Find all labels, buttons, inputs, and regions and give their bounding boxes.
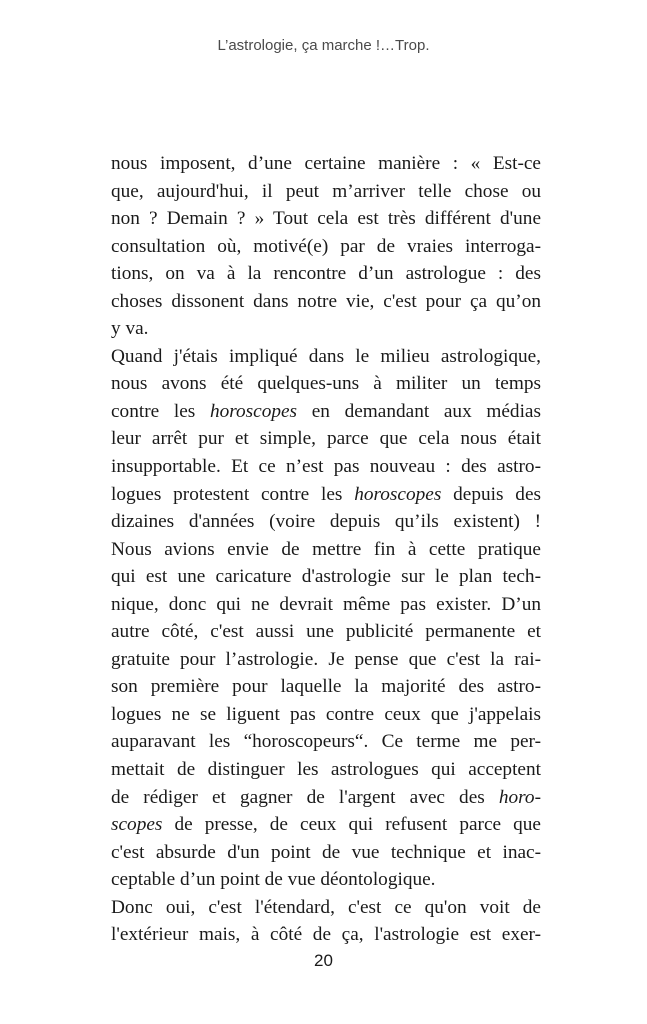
text-segment: auparavant les “horoscopeurs“. Ce terme me per- xyxy=(111,731,541,753)
italic-term: horoscopes xyxy=(209,400,298,422)
italic-term: horo- xyxy=(498,786,541,808)
text-line xyxy=(111,839,541,867)
text-segment: Nous avions envie de mettre fin à cette pratique xyxy=(111,538,541,560)
text-line xyxy=(111,866,541,894)
text-segment: depuis des xyxy=(441,483,542,505)
page-number: 20 xyxy=(314,951,333,970)
text-line xyxy=(111,150,541,178)
text-segment: contre les xyxy=(111,400,210,422)
body-text xyxy=(111,150,541,949)
text-line xyxy=(111,756,541,784)
text-segment: autre côté, c'est aussi une publicité permanente et xyxy=(111,621,541,643)
text-segment: logues ne se liguent pas contre ceux que j'appelais xyxy=(111,703,541,725)
text-segment: l'extérieur mais, à côté de ça, l'astrologie est exer- xyxy=(111,924,541,946)
text-line xyxy=(111,315,541,343)
text-segment: gratuite pour l’astrologie. Je pense que c'est la rai- xyxy=(111,648,541,670)
text-line xyxy=(111,343,541,371)
text-line xyxy=(111,536,541,564)
text-line xyxy=(111,618,541,646)
text-segment: insupportable. Et ce n’est pas nouveau : des astro- xyxy=(111,456,541,478)
text-line xyxy=(111,784,541,812)
text-segment: y va. xyxy=(111,318,149,340)
text-line xyxy=(111,563,541,591)
text-line xyxy=(111,646,541,674)
text-segment: tions, on va à la rencontre d’un astrologue : des xyxy=(111,263,541,285)
text-segment: de presse, de ceux qui refusent parce que xyxy=(162,814,541,836)
text-line xyxy=(111,233,541,261)
text-segment: dizaines d'années (voire depuis qu’ils existent) ! xyxy=(111,511,541,533)
text-segment: consultation où, motivé(e) par de vraies interroga- xyxy=(111,235,541,257)
text-line xyxy=(111,591,541,619)
text-line xyxy=(111,673,541,701)
text-segment: choses dissonent dans notre vie, c'est pour ça qu’on xyxy=(111,290,541,312)
text-line xyxy=(111,260,541,288)
text-segment: logues protestent contre les xyxy=(111,483,355,505)
text-segment: Donc oui, c'est l'étendard, c'est ce qu'on voit de xyxy=(111,896,541,918)
text-segment: ceptable d’un point de vue déontologique. xyxy=(111,869,436,891)
text-segment: nous avons été quelques-uns à militer un temps xyxy=(111,373,541,395)
text-line xyxy=(111,288,541,316)
text-line xyxy=(111,370,541,398)
text-line xyxy=(111,178,541,206)
text-segment: leur arrêt pur et simple, parce que cela nous était xyxy=(111,428,541,450)
text-line xyxy=(111,894,541,922)
text-line xyxy=(111,508,541,536)
text-segment: son première pour laquelle la majorité des astro- xyxy=(111,676,541,698)
text-segment: c'est absurde d'un point de vue technique et inac- xyxy=(111,841,541,863)
text-segment: nous imposent, d’une certaine manière : « Est-ce xyxy=(111,153,541,174)
text-segment: Quand j'étais impliqué dans le milieu astrologique, xyxy=(111,345,541,367)
italic-term: horoscopes xyxy=(354,483,442,505)
text-segment: de rédiger et gagner de l'argent avec des xyxy=(111,786,499,808)
text-line xyxy=(111,701,541,729)
text-segment: que, aujourd'hui, il peut m’arriver telle chose ou xyxy=(111,180,541,202)
text-segment: non ? Demain ? » Tout cela est très différent d'une xyxy=(111,208,541,230)
text-segment: en demandant aux médias xyxy=(297,400,541,422)
text-line xyxy=(111,425,541,453)
running-header: L’astrologie, ça marche !…Trop. xyxy=(217,37,430,54)
text-line xyxy=(111,811,541,839)
text-segment: mettait de distinguer les astrologues qui acceptent xyxy=(111,759,541,781)
text-line xyxy=(111,205,541,233)
text-line xyxy=(111,481,541,509)
text-line xyxy=(111,921,541,949)
text-segment: qui est une caricature d'astrologie sur le plan tech- xyxy=(111,566,541,588)
text-line xyxy=(111,398,541,426)
text-line xyxy=(111,453,541,481)
text-line xyxy=(111,728,541,756)
text-segment: nique, donc qui ne devrait même pas exister. D’un xyxy=(111,593,541,615)
italic-term: scopes xyxy=(111,814,163,836)
